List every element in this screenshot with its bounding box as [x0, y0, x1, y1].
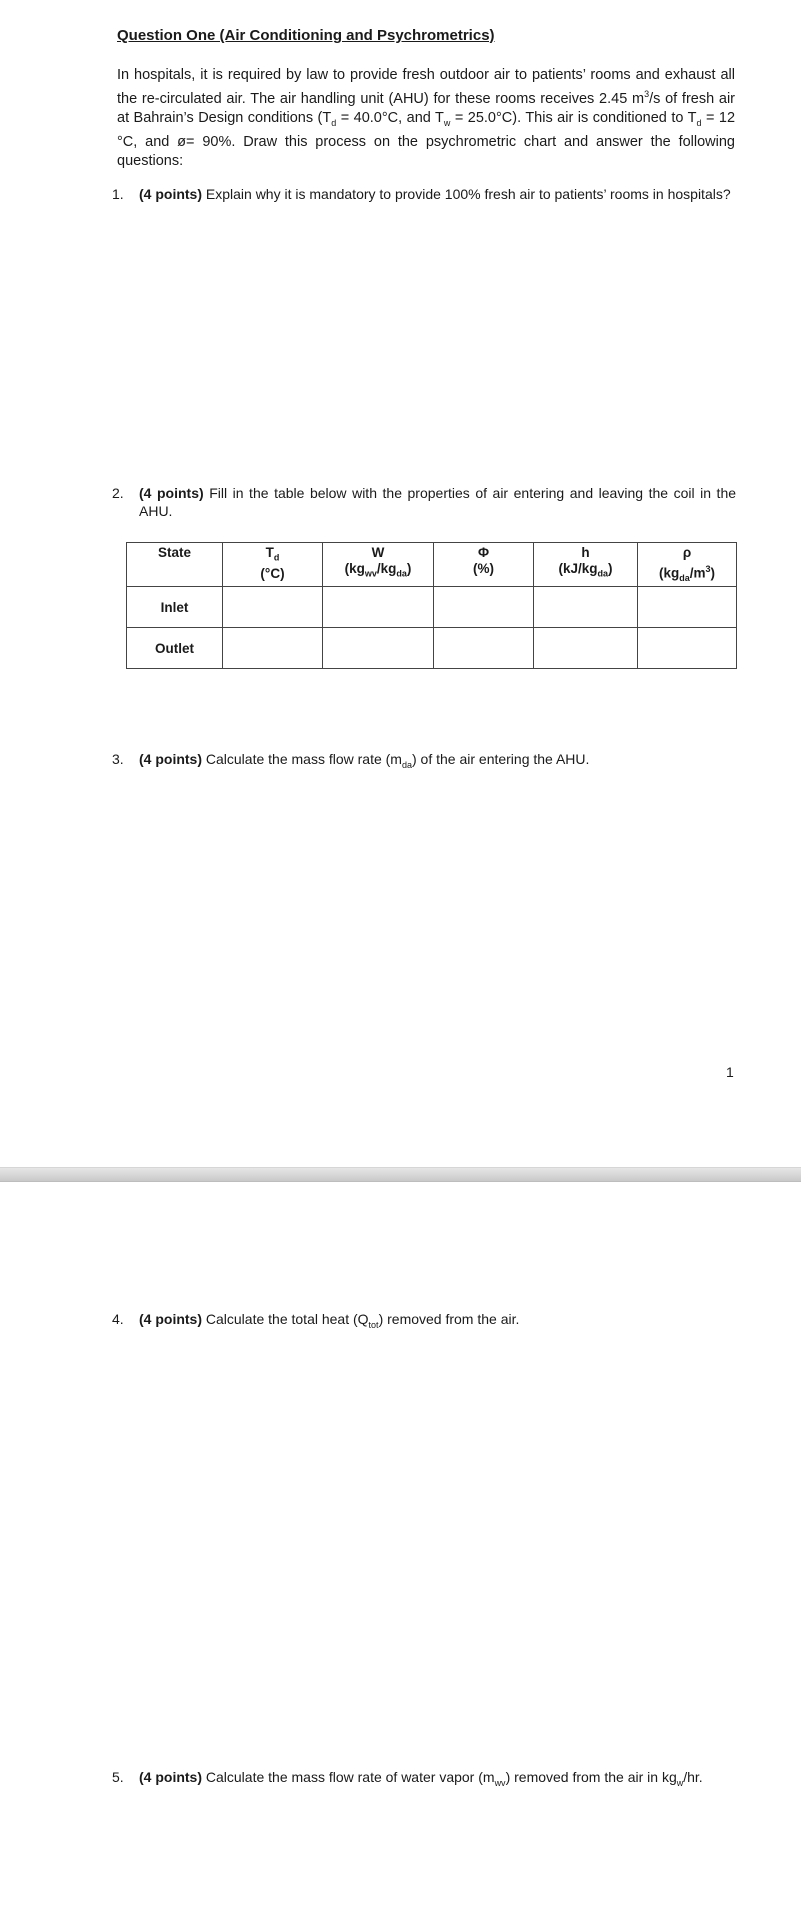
question-number: 3.	[112, 751, 124, 767]
question-5: 5. (4 points) Calculate the mass flow rate of water vapor $(m_{wv})$ removed from the air in $kg_w/hr$.	[112, 1769, 703, 1788]
question-points: (4 points)	[139, 751, 202, 767]
question-number: 4.	[112, 1311, 124, 1327]
question-number: 2.	[112, 485, 124, 501]
intro-paragraph: In hospitals, it is required by law to provide fresh outdoor air to patients’ rooms and exhaust all the re-circulated air. The air handling unit (AHU) for these rooms receives 2.45 $m^3/s$ of fresh air at Bahrain’s Design conditions ($T_d = 40.0^\circ C$, and $T_w = 25.0^\circ C$). This air is conditioned to $T_d = 12$ °C, and ø= 90%. Draw this process on the psychrometric chart and answer the following questions:	[117, 67, 736, 169]
header-h: h $(kJ/kg_{da})$	[534, 543, 638, 587]
table-header-row	[127, 543, 737, 587]
question-number: 5.	[112, 1769, 124, 1785]
question-title: Question One (Air Conditioning and Psychrometrics)	[117, 27, 495, 44]
page-number: 1	[726, 1064, 734, 1080]
table-row-inlet	[127, 587, 737, 628]
table-cell	[223, 628, 323, 669]
question-points: (4 points)	[139, 1769, 202, 1785]
table-cell	[323, 628, 434, 669]
table-cell	[534, 628, 638, 669]
question-text: Explain why it is mandatory to provide 100% fresh air to patients’ rooms in hospitals?	[205, 186, 731, 202]
header-state: State	[127, 543, 223, 587]
properties-table	[126, 542, 737, 669]
question-text: Fill in the table below with the properties of air entering and leaving the coil in the AHU.	[139, 485, 737, 519]
table-cell	[223, 587, 323, 628]
header-td: $T_d$ (°C)	[223, 543, 323, 587]
question-points: (4 points)	[139, 485, 204, 501]
row-label: Inlet	[127, 587, 223, 628]
question-4: 4. (4 points) Calculate the total heat $(Q_{tot})$ removed from the air.	[112, 1311, 520, 1330]
question-3: 3. (4 points) Calculate the mass flow rate $(m_{da})$ of the air entering the AHU.	[112, 751, 590, 770]
table-cell	[638, 628, 737, 669]
page-divider	[0, 1167, 801, 1182]
table-cell	[638, 587, 737, 628]
header-w: W $(kg_{wv}/kg_{da})$	[323, 543, 434, 587]
header-phi: Φ (%)	[434, 543, 534, 587]
table-cell	[434, 628, 534, 669]
table-cell	[323, 587, 434, 628]
row-label: Outlet	[127, 628, 223, 669]
question-2	[112, 484, 736, 520]
question-points: (4 points)	[139, 186, 202, 202]
question-1	[112, 185, 736, 203]
question-points: (4 points)	[139, 1311, 202, 1327]
table-cell	[434, 587, 534, 628]
question-number: 1.	[112, 186, 124, 202]
table-cell	[534, 587, 638, 628]
header-rho: ρ $(kg_{da}/m^3)$	[638, 543, 737, 587]
table-row-outlet	[127, 628, 737, 669]
